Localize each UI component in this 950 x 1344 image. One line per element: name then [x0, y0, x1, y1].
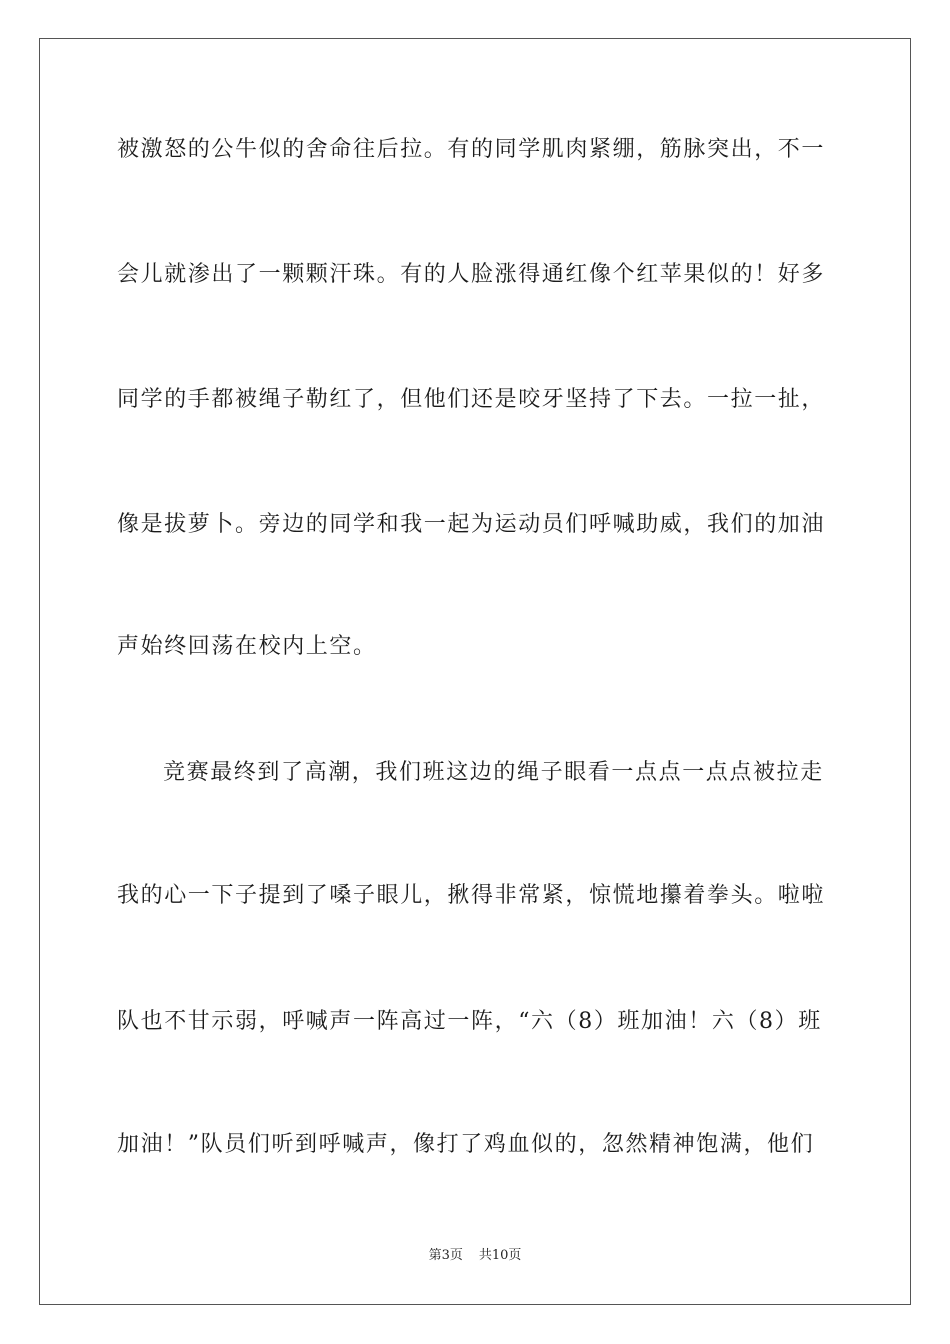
- body-text-line: 我的心一下子提到了嗓子眼儿，揪得非常紧，惊慌地攥着拳头。啦啦: [117, 883, 826, 908]
- body-text-line: 队也不甘示弱，呼喊声一阵高过一阵，“六（8）班加油！六（8）班: [117, 1009, 822, 1034]
- page-frame: [39, 38, 911, 1305]
- body-text-line: 同学的手都被绳子勒红了，但他们还是咬牙坚持了下去。一拉一扯，: [117, 387, 826, 412]
- body-text-line: 会儿就渗出了一颗颗汗珠。有的人脸涨得通红像个红苹果似的！好多: [117, 262, 826, 287]
- total-pages: 共10页: [478, 1248, 522, 1263]
- page-number: 第3页: [428, 1248, 463, 1263]
- body-text-line: 像是拔萝卜。旁边的同学和我一起为运动员们呼喊助威，我们的加油: [117, 512, 826, 537]
- body-text-line: 被激怒的公牛似的舍命往后拉。有的同学肌肉紧绷，筋脉突出，不一: [117, 137, 826, 162]
- body-text-line: 声始终回荡在校内上空。: [117, 634, 377, 659]
- body-text-line: 加油！”队员们听到呼喊声，像打了鸡血似的，忽然精神饱满，他们: [117, 1132, 815, 1157]
- page-footer: [0, 1248, 950, 1264]
- paragraph-first-line: 竞赛最终到了高潮，我们班这边的绳子眼看一点点一点点被拉走: [163, 760, 824, 785]
